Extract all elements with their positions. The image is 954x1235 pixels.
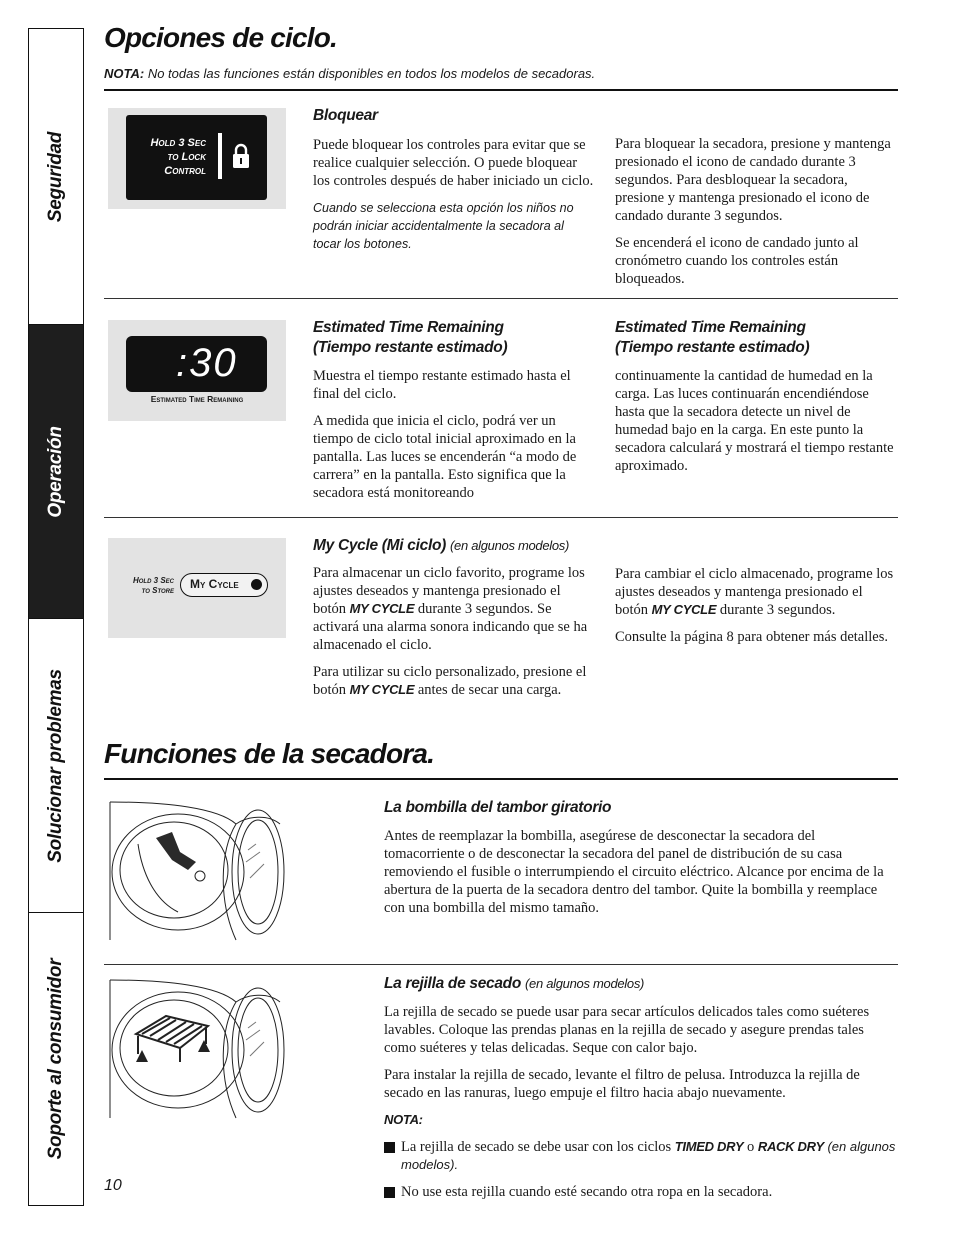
bullet-square-icon <box>384 1187 395 1198</box>
divider <box>104 964 898 965</box>
etr-title-continued <box>615 318 898 358</box>
rack-title-row <box>384 974 898 994</box>
tab-soporte-al-consumidor[interactable] <box>29 913 83 1205</box>
lock-panel-line: Hold 3 Sec <box>150 137 206 149</box>
text-run: durante 3 segundos. <box>719 602 836 618</box>
etr-title <box>313 318 595 358</box>
etr-panel-illustration <box>108 320 286 421</box>
rack-title: La rejilla de secado <box>384 975 522 992</box>
tab-label: Soporte al consumidor <box>45 958 66 1160</box>
mycycle-title-suffix: (en algunos modelos) <box>450 538 570 553</box>
lock-title: Bloquear <box>313 107 378 124</box>
note-text: No todas las funciones están disponibles en todos los modelos de secadoras. <box>147 66 596 81</box>
etr-left-column <box>313 318 595 511</box>
rack-paragraph: Para instalar la rejilla de secado, levante el filtro de pelusa. Introduzca la rejilla de secado en las ranuras, luego empuje el filtro hacia abajo nuevamente. <box>384 1067 860 1101</box>
indicator-dot-icon <box>251 579 262 590</box>
lock-right-paragraph: Para bloquear la secadora, presione y mantenga presionado el icono de candado durante 3 segundos. Para desbloquear la secadora, presione y mantenga presionado el icono de candado durante 3 segundos. <box>615 136 891 224</box>
keyword-rack-dry: RACK DRY <box>757 1139 824 1154</box>
etr-right-paragraph: continuamente la cantidad de humedad en la carga. Las luces continuarán encendiéndose hasta que la secadora detecte un nivel de humedad bajo en la carga. En este punto la secadora calculará y mostrará el tiempo restante aproximado. <box>615 368 894 474</box>
my-cycle-button[interactable] <box>180 573 268 597</box>
lock-control-display <box>126 115 267 200</box>
etr-left-paragraph: Muestra el tiempo restante estimado hasta el final del ciclo. <box>313 368 571 402</box>
bulb-title: La bombilla del tambor giratorio <box>384 799 612 816</box>
rack-paragraph: La rejilla de secado se puede usar para secar artículos delicados tales como suéteres lavables. Coloque las prendas planas en la rejilla de secado y asegure prendas tales como suéteres y telas delicadas. Seque con calor bajo. <box>384 1004 870 1056</box>
tab-label: Seguridad <box>45 131 66 222</box>
text-run: Para utilizar su ciclo personalizado, presione el botón <box>313 664 587 698</box>
tab-label: Solucionar problemas <box>45 668 66 863</box>
text-run: durante 3 segundos. Se activará una alarma sonora indicando que se ha almacenado el ciclo. <box>313 601 588 653</box>
etr-title-line: (Tiempo restante estimado) <box>615 339 810 356</box>
rack-bullet-text <box>401 1138 898 1174</box>
my-cycle-button-label: My Cycle <box>190 577 239 591</box>
divider <box>104 298 898 299</box>
rack-bullet-text: No use esta rejilla cuando esté secando otra ropa en la secadora. <box>401 1184 773 1200</box>
lock-icon[interactable] <box>232 143 250 169</box>
divider <box>104 89 898 91</box>
lock-panel-line: Control <box>164 165 206 177</box>
divider <box>104 517 898 518</box>
tab-operacion[interactable] <box>29 325 83 619</box>
etr-title-line: (Tiempo restante estimado) <box>313 339 508 356</box>
lock-left-column <box>313 106 595 262</box>
bulb-column <box>384 798 898 926</box>
lock-panel-text <box>134 136 206 178</box>
separator-bar <box>218 133 222 179</box>
mycycle-hold-line: Hold 3 Sec <box>132 576 174 585</box>
mycycle-left-paragraph <box>313 564 595 654</box>
drum-light-illustration <box>108 800 286 942</box>
lock-panel-illustration <box>108 108 286 209</box>
divider <box>104 778 898 780</box>
text-run: Para cambiar el ciclo almacenado, programe los ajustes deseados y mantenga presionado el botón <box>615 566 894 618</box>
mycycle-title: My Cycle (Mi ciclo) <box>313 537 446 554</box>
section-note <box>104 66 595 81</box>
tab-seguridad[interactable] <box>29 29 83 325</box>
lock-right-paragraph: Se encenderá el icono de candado junto al cronómetro cuando los controles están bloqueados. <box>615 235 859 287</box>
etr-right-column <box>615 318 898 484</box>
section-title-opciones: Opciones de ciclo. <box>104 22 338 53</box>
text-run: Para almacenar un ciclo favorito, programe los ajustes deseados y mantenga presionado el botón <box>313 565 585 617</box>
mycycle-panel-hold-text <box>112 576 174 596</box>
mycycle-panel-illustration <box>108 538 286 638</box>
time-display <box>126 336 267 392</box>
tab-solucionar-problemas[interactable] <box>29 619 83 913</box>
etr-title-line: Estimated Time Remaining <box>313 319 504 336</box>
keyword-my-cycle: MY CYCLE <box>349 682 415 697</box>
keyword-my-cycle: MY CYCLE <box>651 602 717 617</box>
etr-panel-label: Estimated Time Remaining <box>150 394 244 404</box>
mycycle-left-paragraph <box>313 663 595 699</box>
time-display-value: :30 <box>176 341 238 385</box>
rack-bullet <box>384 1183 898 1201</box>
lock-right-column <box>615 135 898 297</box>
mycycle-right-paragraph: Consulte la página 8 para obtener más detalles. <box>615 629 888 645</box>
mycycle-title-row <box>313 536 595 556</box>
drying-rack-illustration <box>108 978 286 1120</box>
text-run: La rejilla de secado se debe usar con los ciclos <box>401 1139 672 1155</box>
rack-title-suffix: (en algunos modelos) <box>525 976 645 991</box>
lock-left-note: Cuando se selecciona esta opción los niños no podrán iniciar accidentalmente la secadora al tocar los botones. <box>313 201 574 251</box>
text-run: antes de secar una carga. <box>417 682 562 698</box>
bulb-paragraph: Antes de reemplazar la bombilla, asegúrese de desconectar la secadora del tomacorriente o de desconectar la secadora del panel de distribución de su casa removiendo el fusible o interrumpiendo el circuito eléctrico. Alcance por encima de la abertura de la puerta de la secadora dentro del tambor. Quite la bombilla y reemplace con una bombilla del mismo tamaño. <box>384 828 884 916</box>
rack-column <box>384 974 898 1210</box>
text-run: (en algunos modelos). <box>401 1139 896 1172</box>
page-number: 10 <box>104 1177 122 1194</box>
mycycle-right-column <box>615 565 898 655</box>
rack-bullet <box>384 1138 898 1174</box>
section-title-funciones: Funciones de la secadora. <box>104 738 435 769</box>
side-tabs <box>28 28 84 1206</box>
mycycle-hold-line: to Store <box>141 586 174 595</box>
tab-label: Operación <box>45 425 66 518</box>
keyword-my-cycle: MY CYCLE <box>349 601 415 616</box>
text-run: o <box>746 1139 755 1155</box>
note-label: NOTA: <box>104 66 145 81</box>
bullet-square-icon <box>384 1142 395 1153</box>
mycycle-right-paragraph <box>615 565 898 619</box>
lock-panel-line: to Lock <box>167 151 206 163</box>
keyword-timed-dry: TIMED DRY <box>674 1139 744 1154</box>
rack-note-label: NOTA: <box>384 1112 423 1127</box>
etr-left-paragraph: A medida que inicia el ciclo, podrá ver un tiempo de ciclo total inicial aproximado en la pantalla. Las luces se encenderán “a modo de carrera” en la pantalla. Esto significa que la secadora está monitoreando <box>313 413 577 501</box>
etr-title-line: Estimated Time Remaining <box>615 319 806 336</box>
lock-left-paragraph: Puede bloquear los controles para evitar que se realice cualquier selección. O puede bloquear los controles después de haber iniciado un ciclo. <box>313 137 594 189</box>
mycycle-left-column <box>313 536 595 708</box>
